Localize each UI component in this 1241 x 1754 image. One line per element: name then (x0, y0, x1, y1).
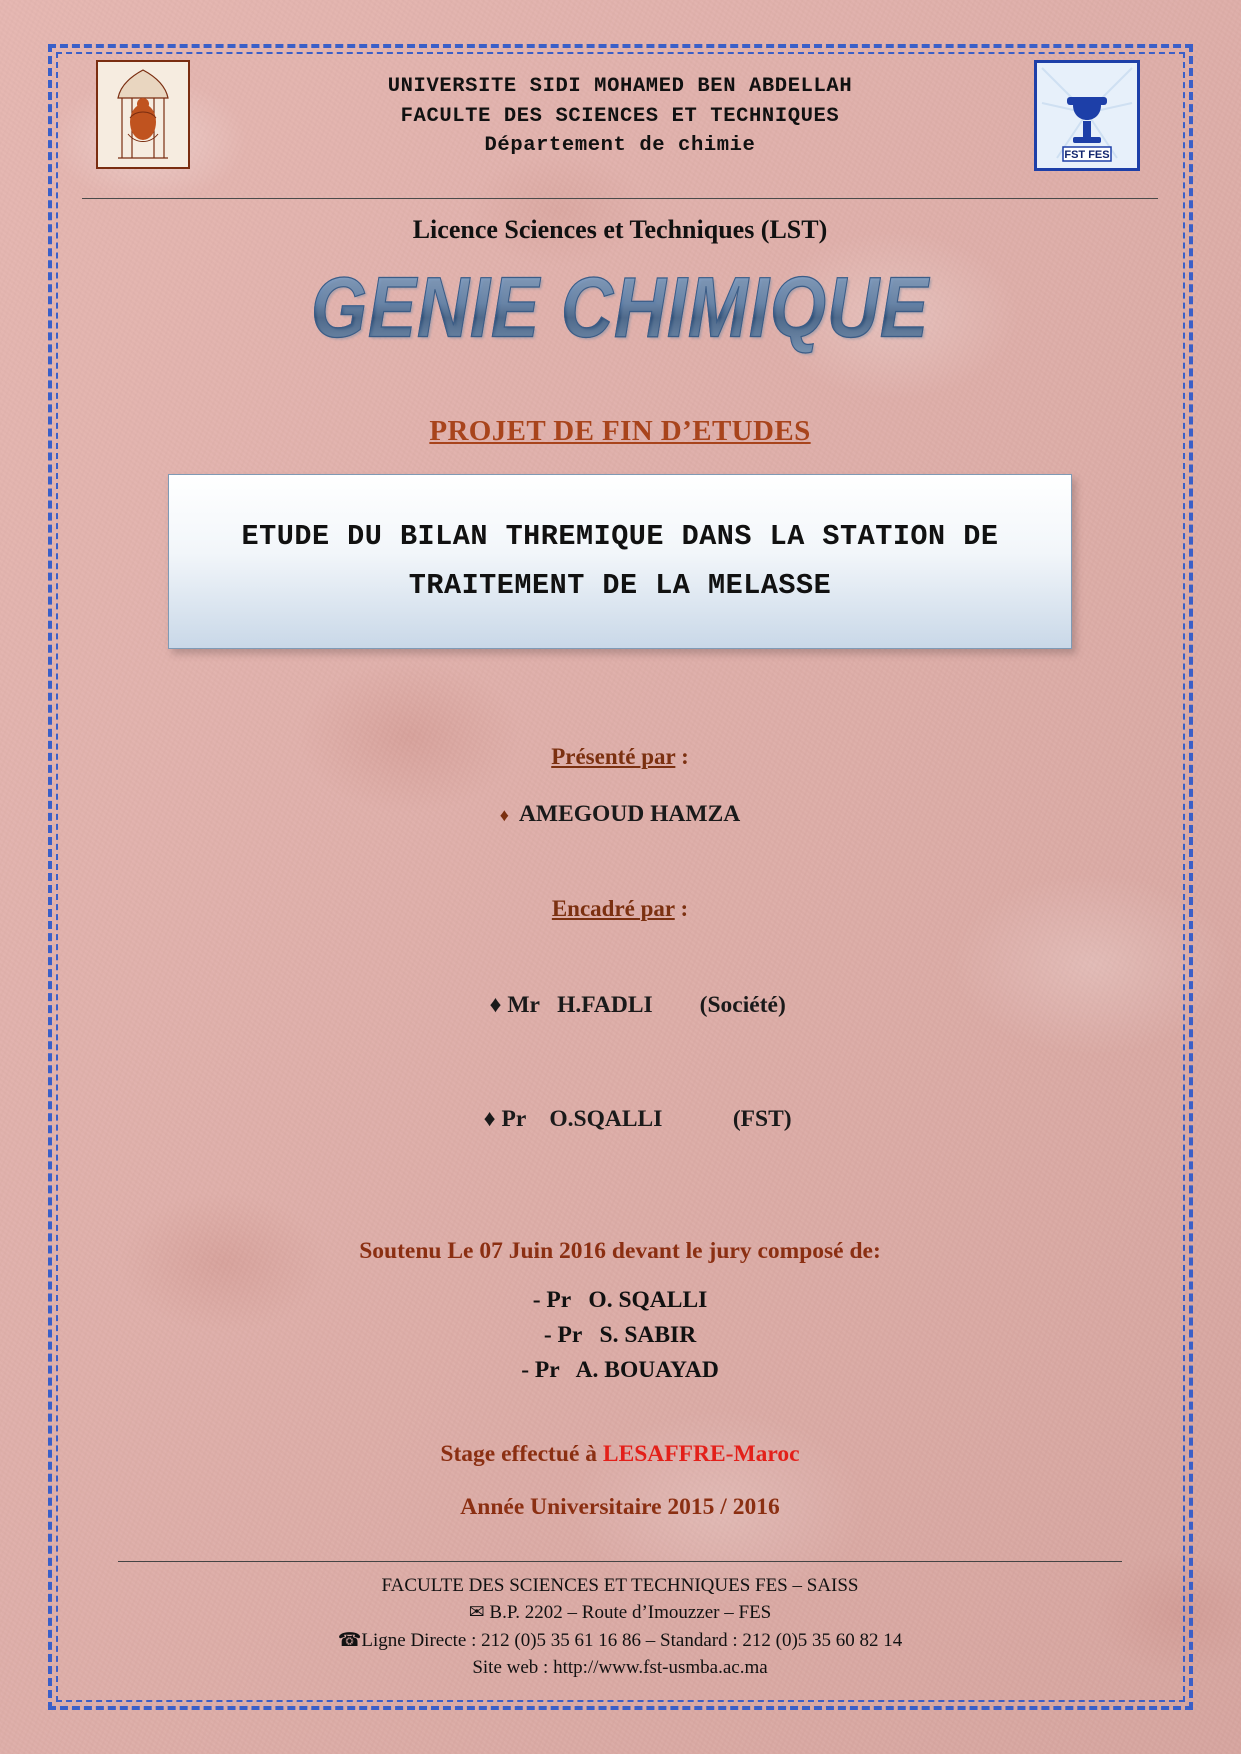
internship-company: LESAFFRE-Maroc (602, 1440, 800, 1467)
defense-line: Soutenu Le 07 Juin 2016 devant le jury composé de: (359, 1237, 881, 1264)
header-university: UNIVERSITE SIDI MOHAMED BEN ABDELLAH (387, 75, 853, 98)
presented-by-colon: : (675, 744, 689, 769)
supervisor-text: Mr H.FADLI (Société) (507, 991, 786, 1018)
supervised-by-label (70, 896, 1170, 922)
supervisor-text: Pr O.SQALLI (FST) (501, 1105, 792, 1132)
footer-line-2 (70, 1599, 1170, 1627)
footer-line-1: FACULTE DES SCIENCES ET TECHNIQUES FES – SAISS (381, 1574, 859, 1596)
header-department: Département de chimie (484, 134, 756, 158)
supervised-by-underline: Encadré par (551, 895, 675, 921)
list-item (70, 796, 1170, 834)
list-item: - Pr S. SABIR (543, 1322, 697, 1349)
phone-icon: ☎ (337, 1629, 362, 1651)
list-item (70, 948, 1170, 1062)
document-header (70, 50, 1170, 190)
project-label: PROJET DE FIN D’ETUDES (429, 415, 811, 447)
cover-page-content (70, 50, 1170, 1710)
footer-phones: Ligne Directe : 212 (0)5 35 61 16 86 – Standard : 212 (0)5 35 60 82 14 (361, 1629, 903, 1651)
jury-list (70, 1283, 1170, 1389)
diamond-bullet-icon: ♦ (483, 1105, 496, 1132)
fst-fes-logo-icon (1034, 60, 1140, 171)
list-item (70, 1062, 1170, 1176)
diamond-bullet-icon: ♦ (499, 805, 509, 825)
header-divider (82, 198, 1158, 199)
usmba-logo-icon (96, 60, 190, 169)
footer-address: B.P. 2202 – Route d’Imouzzer – FES (484, 1602, 772, 1624)
diploma-line: Licence Sciences et Techniques (LST) (412, 215, 828, 244)
program-title: GENIE CHIMIQUE (70, 260, 1170, 357)
footer-line-3 (70, 1627, 1170, 1655)
footer-website: Site web : http://www.fst-usmba.ac.ma (472, 1657, 768, 1679)
presented-by-underline: Présenté par (551, 744, 676, 769)
diamond-bullet-icon: ♦ (489, 991, 502, 1018)
academic-year: Année Universitaire 2015 / 2016 (460, 1493, 780, 1520)
student-list (70, 796, 1170, 834)
presented-by-label (70, 744, 1170, 770)
footer-divider (118, 1561, 1122, 1562)
mail-icon: ✉ (468, 1602, 485, 1624)
list-item: - Pr A. BOUAYAD (521, 1357, 719, 1384)
supervised-by-colon: : (674, 895, 689, 921)
header-faculty: FACULTE DES SCIENCES ET TECHNIQUES (400, 104, 840, 128)
svg-text:FST FES: FST FES (1064, 149, 1110, 161)
project-title-box (168, 474, 1072, 649)
supervisor-list (70, 948, 1170, 1176)
document-footer (70, 1572, 1170, 1682)
list-item: - Pr O. SQALLI (532, 1286, 708, 1313)
internship-line (70, 1441, 1170, 1468)
student-name: AMEGOUD HAMZA (518, 801, 741, 827)
internship-prefix: Stage effectué à (440, 1440, 603, 1467)
project-title-text: ETUDE DU BILAN THREMIQUE DANS LA STATION DE TRAITEMENT DE LA MELASSE (241, 520, 999, 602)
